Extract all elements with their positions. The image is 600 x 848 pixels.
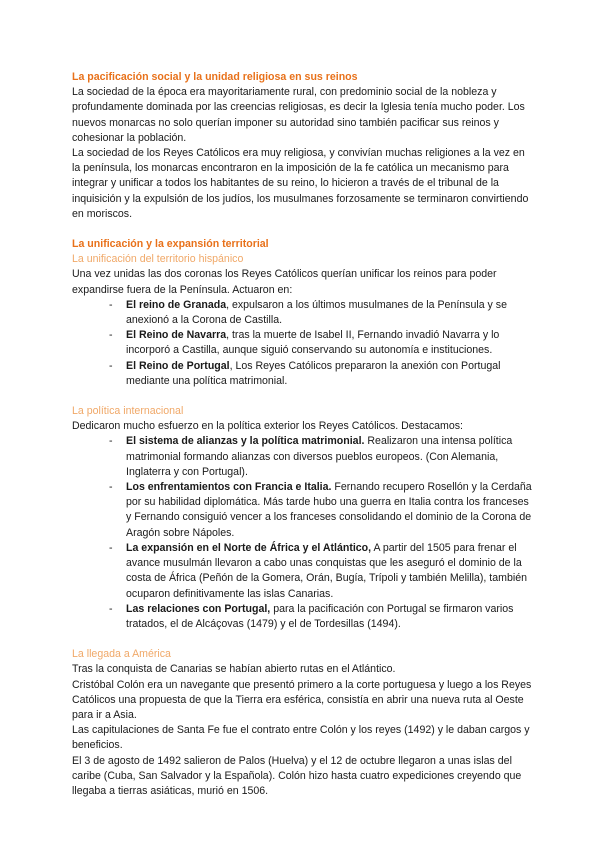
section-heading: La unificación y la expansión territorial (72, 238, 269, 251)
document-page (72, 70, 534, 799)
item-title: El sistema de alianzas y la política matrimonial. (126, 435, 365, 448)
item-title: Los enfrentamientos con Francia e Italia. (126, 481, 332, 494)
list-dash: - (109, 298, 113, 311)
list-item (72, 480, 534, 541)
paragraph: Tras la conquista de Canarias se habían abierto rutas en el Atlántico. (72, 663, 396, 676)
item-text: Realizaron una intensa política matrimonial formando alianzas con diversos pueblos europeos. (Con Alemania, Inglaterra y con Portugal). (126, 435, 513, 478)
item-text: para la pacificación con Portugal se firmaron varios tratados, el de Alcáçovas (1479) y el de Tordesillas (1494). (126, 602, 514, 630)
item-text: , tras la muerte de Isabel II, Fernando invadió Navarra y lo incorporó a Castilla, aunque siguió conservando su autonomía e instituciones. (126, 329, 500, 357)
paragraph: La sociedad de la época era mayoritariamente rural, con predominio social de la nobleza y profundamente dominada por las creencias religiosas, es decir la Iglesia tenía mucho poder. Los nuevos monarcas no solo querían imponer su autoridad sino también pacificar sus reinos y cohesionar la población. (72, 86, 525, 144)
list-item (72, 328, 534, 358)
list-dash: - (109, 602, 113, 615)
section-subheading: La llegada a América (72, 648, 171, 661)
bullet-list (72, 298, 534, 389)
list-item (72, 359, 534, 389)
bullet-list (72, 434, 534, 632)
list-dash: - (109, 435, 113, 448)
paragraph: La sociedad de los Reyes Católicos era muy religiosa, y convivían muchas religiones a la vez en la península, los monarcas encontraron en la imposición de la fe católica un mecanismo para integrar y unificar a todos los habitantes de su reino, lo hicieron a través de el tribunal de la inquisición y la expulsión de los judíos, los musulmanes forzosamente se terminaron convirtiendo en moriscos. (72, 147, 529, 220)
list-item (72, 434, 534, 480)
section-heading: La pacificación social y la unidad religiosa en sus reinos (72, 71, 358, 83)
item-text: , Los Reyes Católicos prepararon la anexión con Portugal mediante una política matrimonial. (126, 359, 501, 387)
item-text: , expulsaron a los últimos musulmanes de la Península y se anexionó a la Corona de Castilla. (126, 298, 507, 327)
item-title: El Reino de Portugal (126, 359, 230, 372)
item-title: El reino de Granada (126, 298, 227, 311)
list-dash: - (109, 541, 113, 554)
paragraph: El 3 de agosto de 1492 salieron de Palos (Huelva) y el 12 de octubre llegaron a unas islas del caribe (Cuba, San Salvador y la Española). Colón hizo hasta cuatro expediciones creyendo que llegaba a tierras asiáticas, murió en 1506. (72, 754, 522, 797)
item-title: La expansión en el Norte de África y el Atlántico, (126, 541, 372, 554)
paragraph: Las capitulaciones de Santa Fe fue el contrato entre Colón y los reyes (1492) y le daban cargos y beneficios. (72, 724, 530, 752)
paragraph: Dedicaron mucho esfuerzo en la política exterior los Reyes Católicos. Destacamos: (72, 420, 463, 433)
paragraph: Una vez unidas las dos coronas los Reyes Católicos querían unificar los reinos para poder expandirse fuera de la Península. Actuaron en: (72, 268, 497, 296)
list-dash: - (109, 359, 113, 372)
item-title: Las relaciones con Portugal, (126, 602, 271, 615)
list-dash: - (109, 481, 113, 494)
item-text: Fernando recupero Rosellón y la Cerdaña por su habilidad diplomática. Más tarde hubo una guerra en Italia contra los franceses y Fernando consiguió vencer a los franceses consolidando el dominio de la Corona de Aragón sobre Nápoles. (126, 481, 532, 539)
item-text: A partir del 1505 para frenar el avance musulmán llevaron a cabo unas conquistas que les aseguró el dominio de la costa de África (Peñón de la Gomera, Orán, Bugía, Trípoli y también Melilla), también ocuparon definitivamente las islas Canarias. (126, 541, 527, 600)
list-item (72, 541, 534, 602)
section-subheading: La unificación del territorio hispánico (72, 253, 244, 266)
list-item (72, 298, 534, 328)
list-item (72, 602, 534, 632)
list-dash: - (109, 329, 113, 342)
item-title: El Reino de Navarra (126, 329, 227, 342)
paragraph: Cristóbal Colón era un navegante que presentó primero a la corte portuguesa y luego a los Reyes Católicos una propuesta de que la Tierra era esférica, consistía en abrir una nueva ruta al Oeste para ir a Asia. (72, 678, 532, 721)
section-subheading: La política internacional (72, 405, 184, 418)
